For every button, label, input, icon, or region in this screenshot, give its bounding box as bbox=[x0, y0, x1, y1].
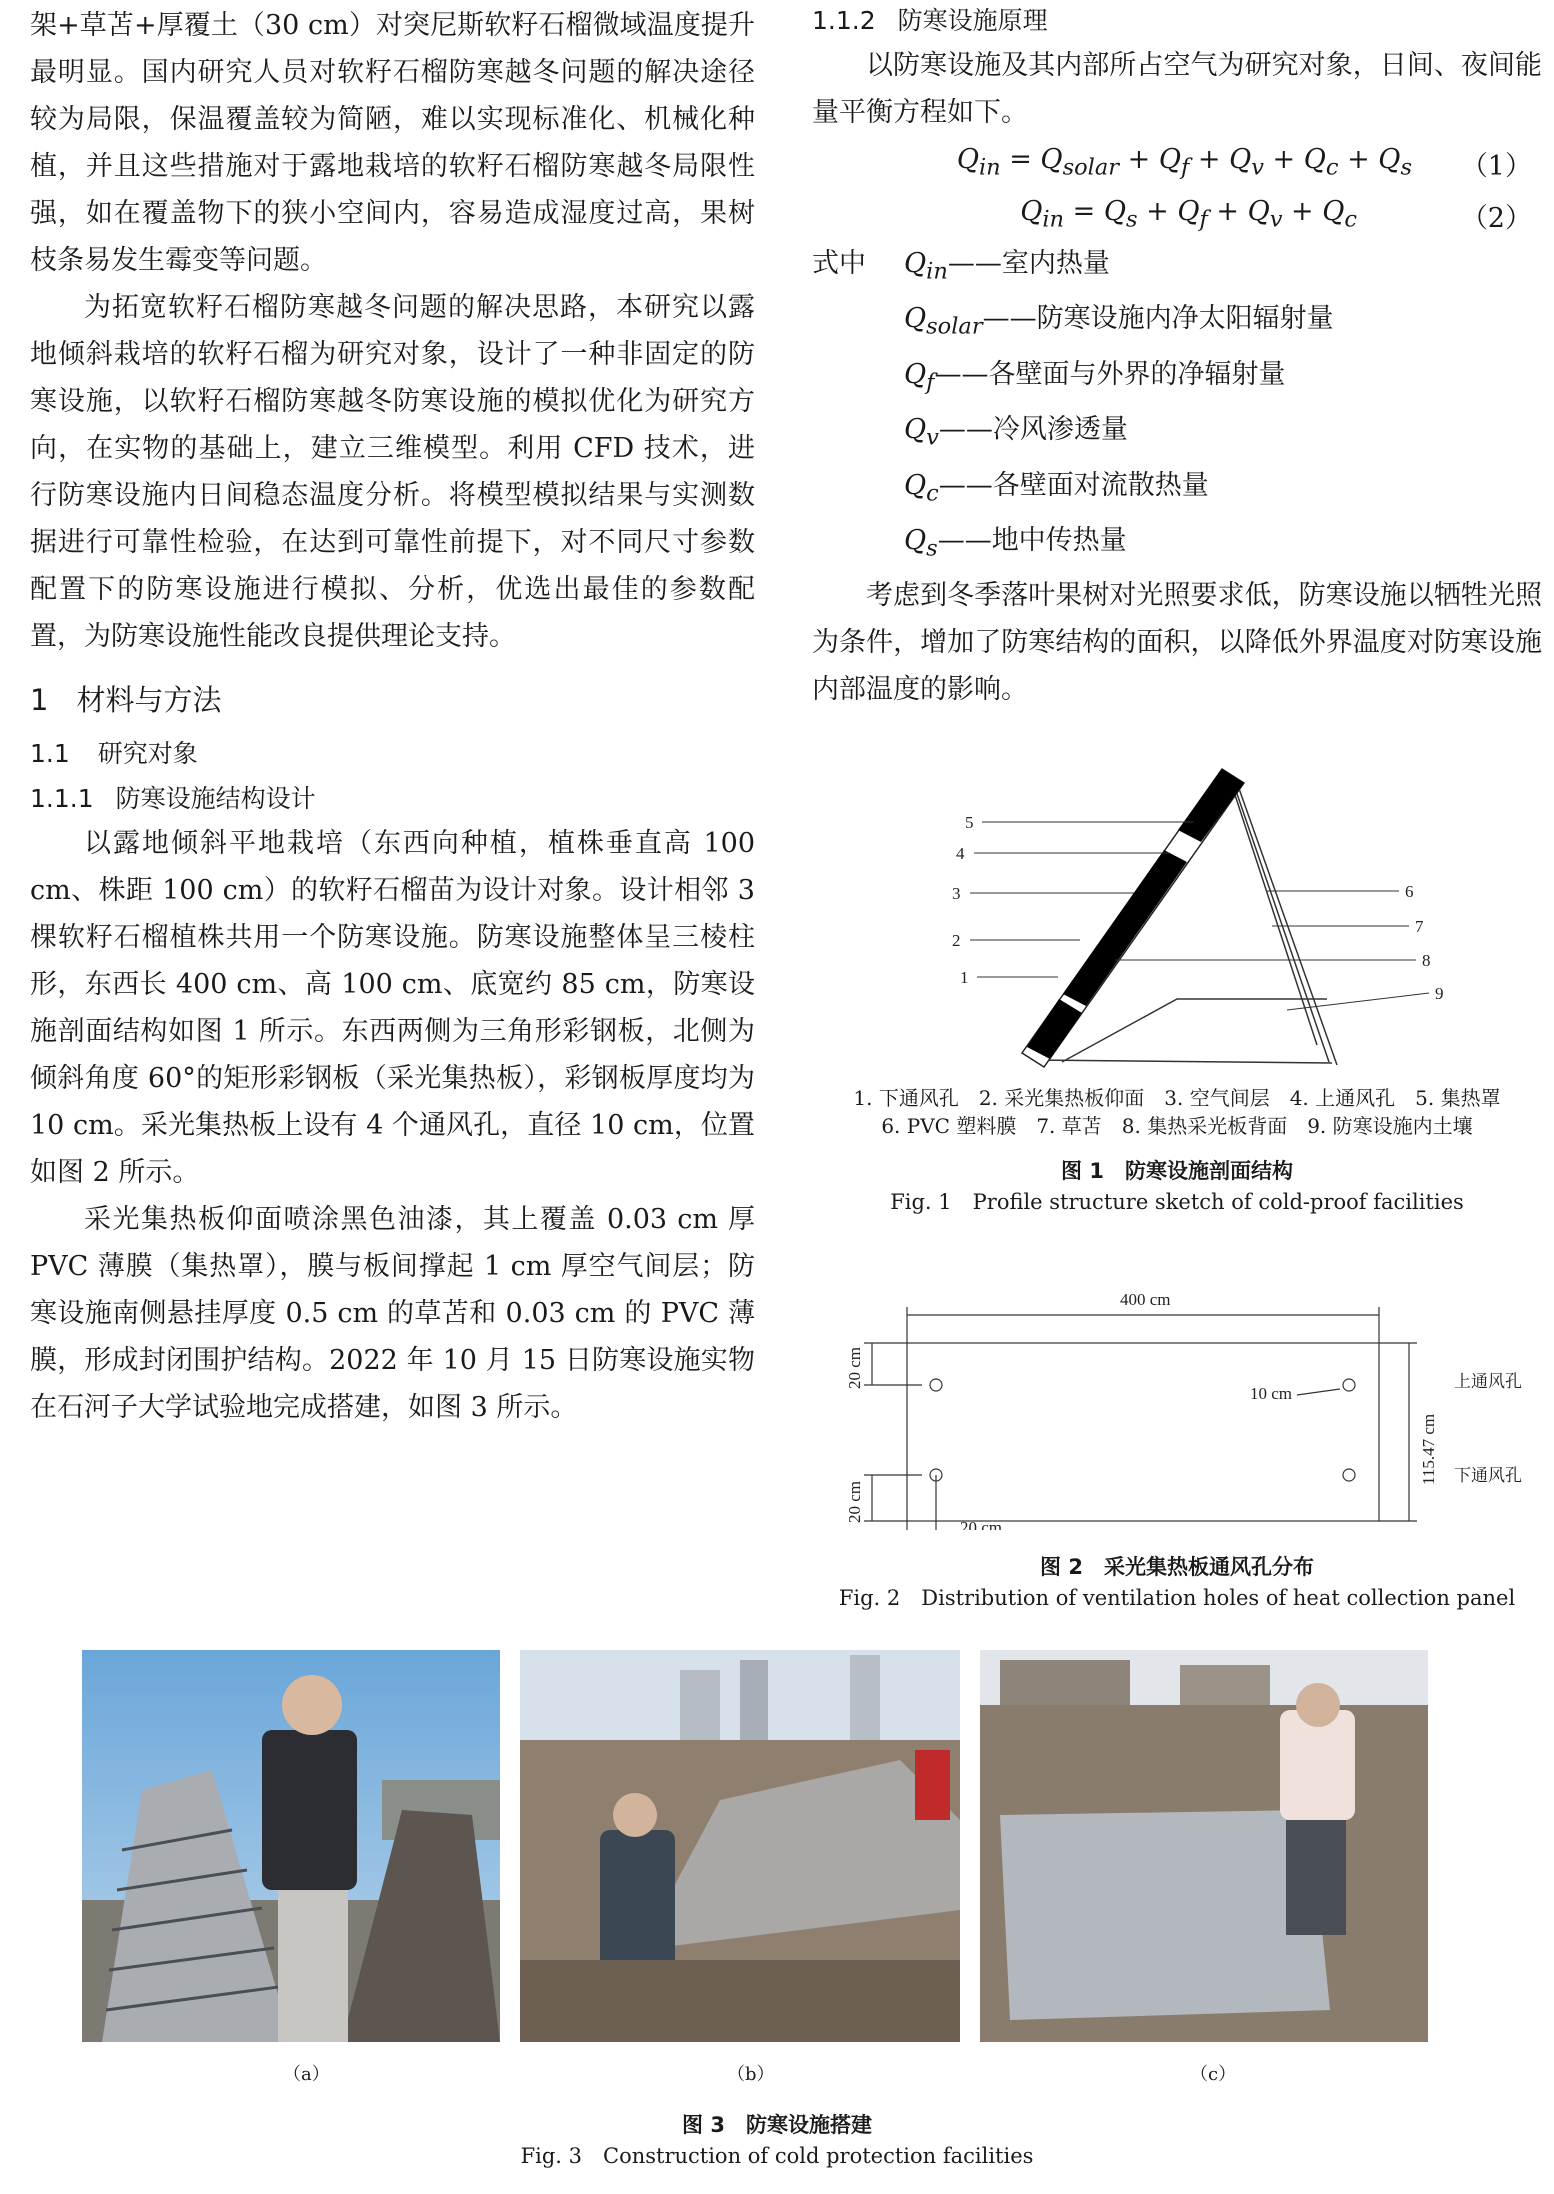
photo-a bbox=[82, 1650, 500, 2042]
figure-1 bbox=[812, 755, 1542, 1218]
equation-2-number: （2） bbox=[1460, 203, 1532, 234]
equation-2 bbox=[812, 188, 1542, 240]
equation-1-number: （1） bbox=[1460, 151, 1532, 182]
lower-right-vent-hole bbox=[1343, 1469, 1355, 1481]
dim-top-label: 20 cm bbox=[845, 1346, 864, 1389]
paragraph-continued: 架+草苫+厚覆土（30 cm）对突尼斯软籽石榴微域温度提升最明显。国内研究人员对软籽石榴防寒越冬问题的解决途径较为局限，保温覆盖较为简陋，难以实现标准化、机械化种植，并且这些措施对于露地栽培的软籽石榴防寒越冬局限性强，如在覆盖物下的狭小空间内，容易造成湿度过高，果树枝条易发生霉变等问题。 bbox=[30, 10, 755, 276]
panel-outline bbox=[907, 1343, 1379, 1521]
paragraph-paint: 采光集热板仰面喷涂黑色油漆，其上覆盖 0.03 cm 厚 PVC 薄膜（集热罩），膜与板间撑起 1 cm 厚空气间层；防寒设施南侧悬挂厚度 0.5 cm 的草苫和 0.03 cm 的 PVC 薄膜，形成封闭围护结构。2022 年 10 月 15 日防寒设施实物在石河子大学试验地完成搭建，如图 3 所示。 bbox=[30, 1204, 755, 1423]
lower-vent-segment bbox=[1027, 999, 1082, 1059]
person bbox=[600, 1830, 675, 1970]
upper-right-vent-hole bbox=[1343, 1379, 1355, 1391]
figure-1-legend-line-1: 1. 下通风孔 2. 采光集热板仰面 3. 空气间层 4. 上通风孔 5. 集热罩 bbox=[853, 1086, 1501, 1110]
equation-2-expression: $Q_{in} = Q_s + Q_f + Q_v + Q_c$ bbox=[1020, 196, 1357, 233]
paragraph-design: 以露地倾斜平地栽培（东西向种植，植株垂直高 100 cm、株距 100 cm）的软籽石榴苗为设计对象。设计相邻 3 棵软籽石榴植株共用一个防寒设施。防寒设施整体呈三棱柱形，东西长 400 cm、高 100 cm、底宽约 85 cm，防寒设施剖面结构如图 1 所示。东西两侧为三角形彩钢板，北侧为倾斜角度 60°的矩形彩钢板（采光集热板），彩钢板厚度均为 10 cm。采光集热板上设有 4 个通风孔，直径 10 cm，位置如图 2 所示。 bbox=[30, 828, 755, 1188]
callout-3: 3 bbox=[952, 884, 961, 903]
callout-1: 1 bbox=[960, 968, 969, 987]
paragraph-principle: 以防寒设施及其内部所占空气为研究对象，日间、夜间能量平衡方程如下。 bbox=[812, 50, 1542, 128]
person bbox=[915, 1750, 950, 1820]
hole-leader bbox=[1297, 1389, 1340, 1395]
straw-mat-line bbox=[1237, 783, 1337, 1065]
pvc-film-line bbox=[1234, 785, 1329, 1062]
black-panel-segment bbox=[1063, 850, 1187, 1006]
figure-1-caption-cn: 图 1 防寒设施剖面结构 bbox=[1061, 1159, 1293, 1183]
callout-9: 9 bbox=[1435, 984, 1444, 1003]
dim-bottom-label: 20 cm bbox=[845, 1480, 864, 1523]
section-heading-1: 1 材料与方法 bbox=[30, 683, 222, 717]
definition-row: $Q_f——$各壁面与外界的净辐射量 bbox=[904, 358, 1286, 396]
callout-5: 5 bbox=[965, 813, 974, 832]
upper-left-vent-hole bbox=[930, 1379, 942, 1391]
section-heading-1-1: 1.1 研究对象 bbox=[30, 739, 198, 768]
figure-1-caption-en: Fig. 1 Profile structure sketch of cold-proof facilities bbox=[890, 1190, 1464, 1214]
callout-7: 7 bbox=[1415, 917, 1424, 936]
callout-6: 6 bbox=[1405, 882, 1414, 901]
figure-3-caption-en: Fig. 3 Construction of cold protection facilities bbox=[520, 2144, 1034, 2168]
section-heading-1-1-1: 1.1.1 防寒设施结构设计 bbox=[30, 784, 316, 813]
callout-2: 2 bbox=[952, 931, 961, 950]
symbol-definitions bbox=[812, 240, 1542, 572]
equation-1 bbox=[812, 136, 1542, 188]
right-column bbox=[812, 0, 1542, 713]
dim-height-label: 115.47 cm bbox=[1419, 1413, 1438, 1485]
upper-vent-label: 上通风孔 bbox=[1454, 1372, 1522, 1392]
callout-8: 8 bbox=[1422, 951, 1431, 970]
photo-b-label: （b） bbox=[727, 2064, 775, 2085]
paragraph-light: 考虑到冬季落叶果树对光照要求低，防寒设施以牺牲光照为条件，增加了防寒结构的面积，以降低外界温度对防寒设施内部温度的影响。 bbox=[812, 580, 1542, 706]
where-label: 式中 bbox=[812, 248, 866, 279]
figure-2-caption-cn: 图 2 采光集热板通风孔分布 bbox=[1040, 1555, 1314, 1579]
person bbox=[262, 1730, 357, 1890]
left-column bbox=[30, 0, 755, 1431]
dim-side-label: 20 cm bbox=[960, 1518, 1003, 1530]
photo-c-label: （c） bbox=[1190, 2064, 1237, 2085]
dim-hole-label: 10 cm bbox=[1250, 1384, 1293, 1403]
photo-a-label: （a） bbox=[283, 2064, 330, 2085]
base-line bbox=[1034, 1060, 1332, 1063]
definition-row: $Q_{in}——$室内热量 bbox=[904, 248, 1110, 285]
definition-row: $Q_v——$冷风渗透量 bbox=[904, 414, 1128, 451]
definition-row: $Q_c——$各壁面对流散热量 bbox=[904, 469, 1209, 506]
section-heading-1-1-2: 1.1.2 防寒设施原理 bbox=[812, 6, 1048, 35]
figure-2-caption-en: Fig. 2 Distribution of ventilation holes of heat collection panel bbox=[838, 1586, 1516, 1610]
figure-1-diagram bbox=[812, 755, 1542, 1080]
soil-line bbox=[1062, 999, 1327, 1062]
photo-b bbox=[520, 1650, 960, 2042]
definition-row: $Q_s——$地中传热量 bbox=[904, 524, 1127, 562]
callout-4: 4 bbox=[956, 844, 965, 863]
grass-mat-cover bbox=[1000, 1810, 1330, 2020]
figure-3-caption-cn: 图 3 防寒设施搭建 bbox=[682, 2113, 872, 2137]
figure-2-diagram bbox=[812, 1285, 1542, 1530]
figure-3-caption bbox=[0, 2110, 1554, 2172]
dim-length-label: 400 cm bbox=[1120, 1290, 1171, 1309]
equation-1-expression: $Q_{in} = Q_{solar} + Q_f + Q_v + Q_c + Q_s$ bbox=[956, 144, 1412, 181]
paragraph-intro: 为拓宽软籽石榴防寒越冬问题的解决思路，本研究以露地倾斜栽培的软籽石榴为研究对象，设计了一种非固定的防寒设施，以软籽石榴防寒越冬防寒设施的模拟优化为研究方向，在实物的基础上，建立三维模型。利用 CFD 技术，进行防寒设施内日间稳态温度分析。将模型模拟结果与实测数据进行可靠性检验，在达到可靠性前提下，对不同尺寸参数配置下的防寒设施进行模拟、分析，优选出最佳的参数配置，为防寒设施性能改良提供理论支持。 bbox=[30, 292, 755, 652]
figure-2 bbox=[812, 1285, 1542, 1614]
photo-c bbox=[980, 1650, 1428, 2042]
definition-row: $Q_{solar}——$防寒设施内净太阳辐射量 bbox=[904, 303, 1334, 340]
figure-1-legend-line-2: 6. PVC 塑料膜 7. 草苫 8. 集热采光板背面 9. 防寒设施内土壤 bbox=[881, 1114, 1473, 1138]
lower-vent-label: 下通风孔 bbox=[1454, 1466, 1522, 1486]
